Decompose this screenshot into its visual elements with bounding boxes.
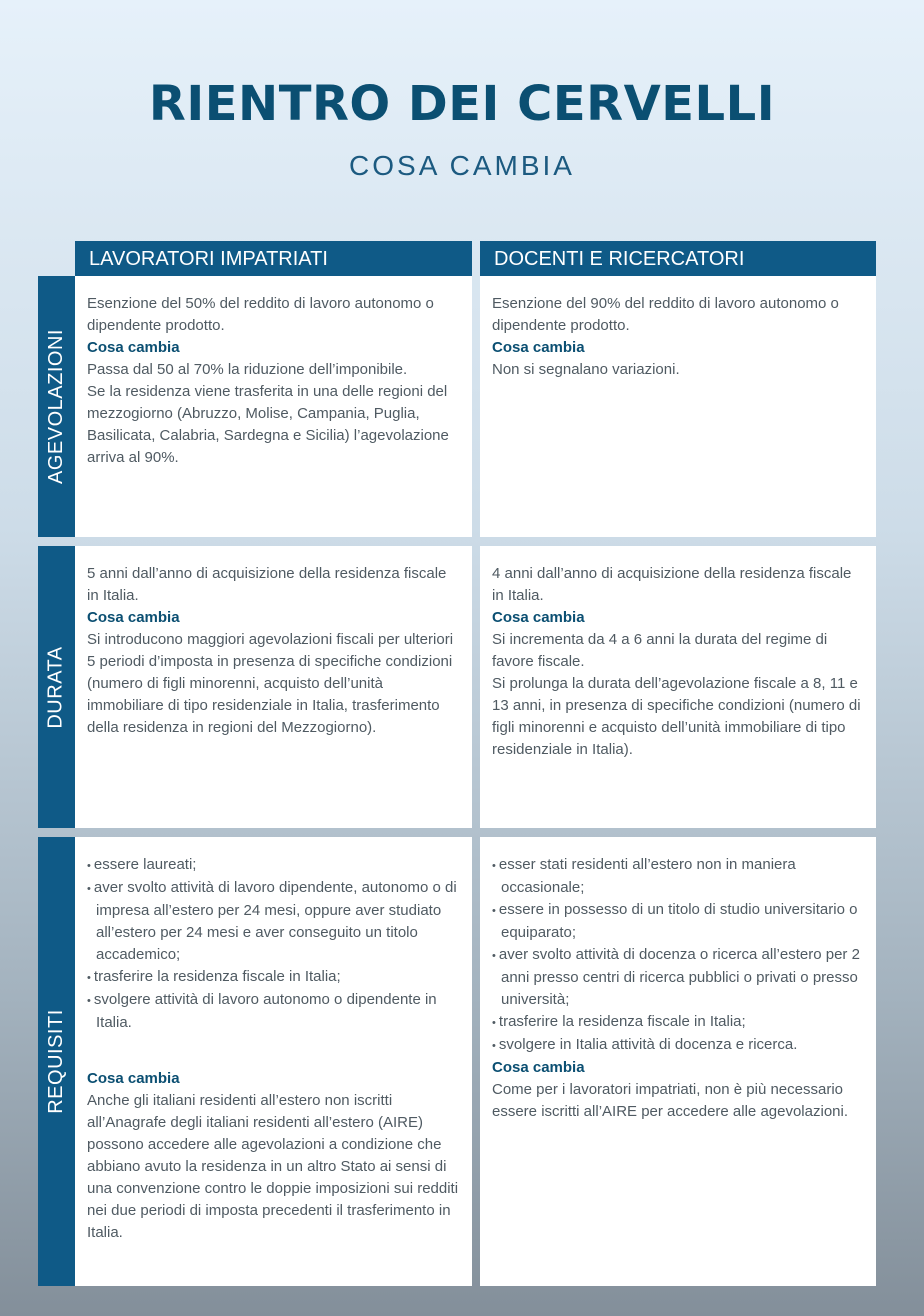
list-item: • essere laureati; <box>87 854 462 877</box>
cell-agevolazioni-docenti <box>480 276 876 537</box>
cell-agevolazioni-lavoratori <box>75 276 472 537</box>
cell-intro: 5 anni dall’anno di acquisizione della residenza fiscale in Italia. <box>87 565 447 604</box>
cosa-cambia-heading: Cosa cambia <box>492 609 585 626</box>
list-item: • aver svolto attività di lavoro dipendente, autonomo o di impresa all’estero per 24 mesi, oppure aver studiato all’estero per 24 mesi e aver conseguito un titolo accademico; <box>87 877 462 966</box>
list-item: • esser stati residenti all’estero non in maniera occasionale; <box>492 854 866 899</box>
cell-intro: 4 anni dall’anno di acquisizione della residenza fiscale in Italia. <box>492 565 852 604</box>
change-text: Si prolunga la durata dell’agevolazione fiscale a 8, 11 e 13 anni, in presenza di specifiche condizioni (numero di figli minorenni e acquisto dell’unità immobiliare di tipo residenziale in Italia). <box>492 675 861 758</box>
change-text: Si incrementa da 4 a 6 anni la durata del regime di favore fiscale. <box>492 631 828 670</box>
change-text: Non si segnalano variazioni. <box>492 361 680 378</box>
change-text: Se la residenza viene trasferita in una delle regioni del mezzogiorno (Abruzzo, Molise, Campania, Puglia, Basilicata, Calabria, Sardegna e Sicilia) l’agevolazione arriva al 90%. <box>87 383 449 466</box>
cell-durata-lavoratori <box>75 546 472 828</box>
row-label-durata <box>38 546 75 828</box>
cell-requisiti-lavoratori <box>75 837 472 1286</box>
cosa-cambia-heading: Cosa cambia <box>87 339 180 356</box>
list-item: • aver svolto attività di docenza o ricerca all’estero per 2 anni presso centri di ricerca pubblici o privati o presso università; <box>492 944 866 1011</box>
list-item: • essere in possesso di un titolo di studio universitario o equiparato; <box>492 899 866 944</box>
change-text: Si introducono maggiori agevolazioni fiscali per ulteriori 5 periodi d’imposta in presenza di specifiche condizioni (numero di figli minorenni, acquisto dell’unità immobiliare di tipo residenziale in Italia, trasferimento della residenza in regioni del Mezzogiorno). <box>87 631 454 736</box>
change-text: Come per i lavoratori impatriati, non è più necessario essere iscritti all’AIRE per accedere alle agevolazioni. <box>492 1081 849 1120</box>
cosa-cambia-heading: Cosa cambia <box>492 1059 585 1076</box>
cell-requisiti-docenti <box>480 837 876 1286</box>
list-item: • trasferire la residenza fiscale in Italia; <box>492 1011 866 1034</box>
page-subtitle: COSA CAMBIA <box>349 150 575 181</box>
column-header-docenti: DOCENTI E RICERCATORI <box>480 241 876 276</box>
cosa-cambia-heading: Cosa cambia <box>492 339 585 356</box>
row-label-text: REQUISITI <box>45 1009 68 1114</box>
change-text: Anche gli italiani residenti all’estero non iscritti all’Anagrafe degli italiani residenti all’estero (AIRE) possono accedere alle agevolazioni a condizione che abbiano avuto la residenza in un altro Stato ai sensi di una convenzione contro le doppie imposizioni sui redditi nei due periodi di imposta precedenti il trasferimento in Italia. <box>87 1092 459 1241</box>
change-text: Passa dal 50 al 70% la riduzione dell’imponibile. <box>87 361 408 378</box>
cell-intro: Esenzione del 90% del reddito di lavoro autonomo o dipendente prodotto. <box>492 295 839 334</box>
list-item: • svolgere attività di lavoro autonomo o dipendente in Italia. <box>87 989 462 1034</box>
list-item: • svolgere in Italia attività di docenza e ricerca. <box>492 1034 866 1057</box>
column-header-lavoratori: LAVORATORI IMPATRIATI <box>75 241 472 276</box>
row-label-text: AGEVOLAZIONI <box>45 329 67 484</box>
cosa-cambia-heading: Cosa cambia <box>87 1070 180 1087</box>
cell-durata-docenti <box>480 546 876 828</box>
requirements-list <box>87 854 462 1034</box>
cosa-cambia-heading: Cosa cambia <box>87 609 180 626</box>
row-label-agevolazioni <box>38 276 75 537</box>
requirements-list <box>492 854 866 1057</box>
row-label-text: DURATA <box>45 645 68 729</box>
cell-intro: Esenzione del 50% del reddito di lavoro autonomo o dipendente prodotto. <box>87 295 434 334</box>
page-title: RIENTRO DEI CERVELLI <box>148 76 776 132</box>
row-label-requisiti <box>38 837 75 1286</box>
list-item: • trasferire la residenza fiscale in Italia; <box>87 966 462 989</box>
